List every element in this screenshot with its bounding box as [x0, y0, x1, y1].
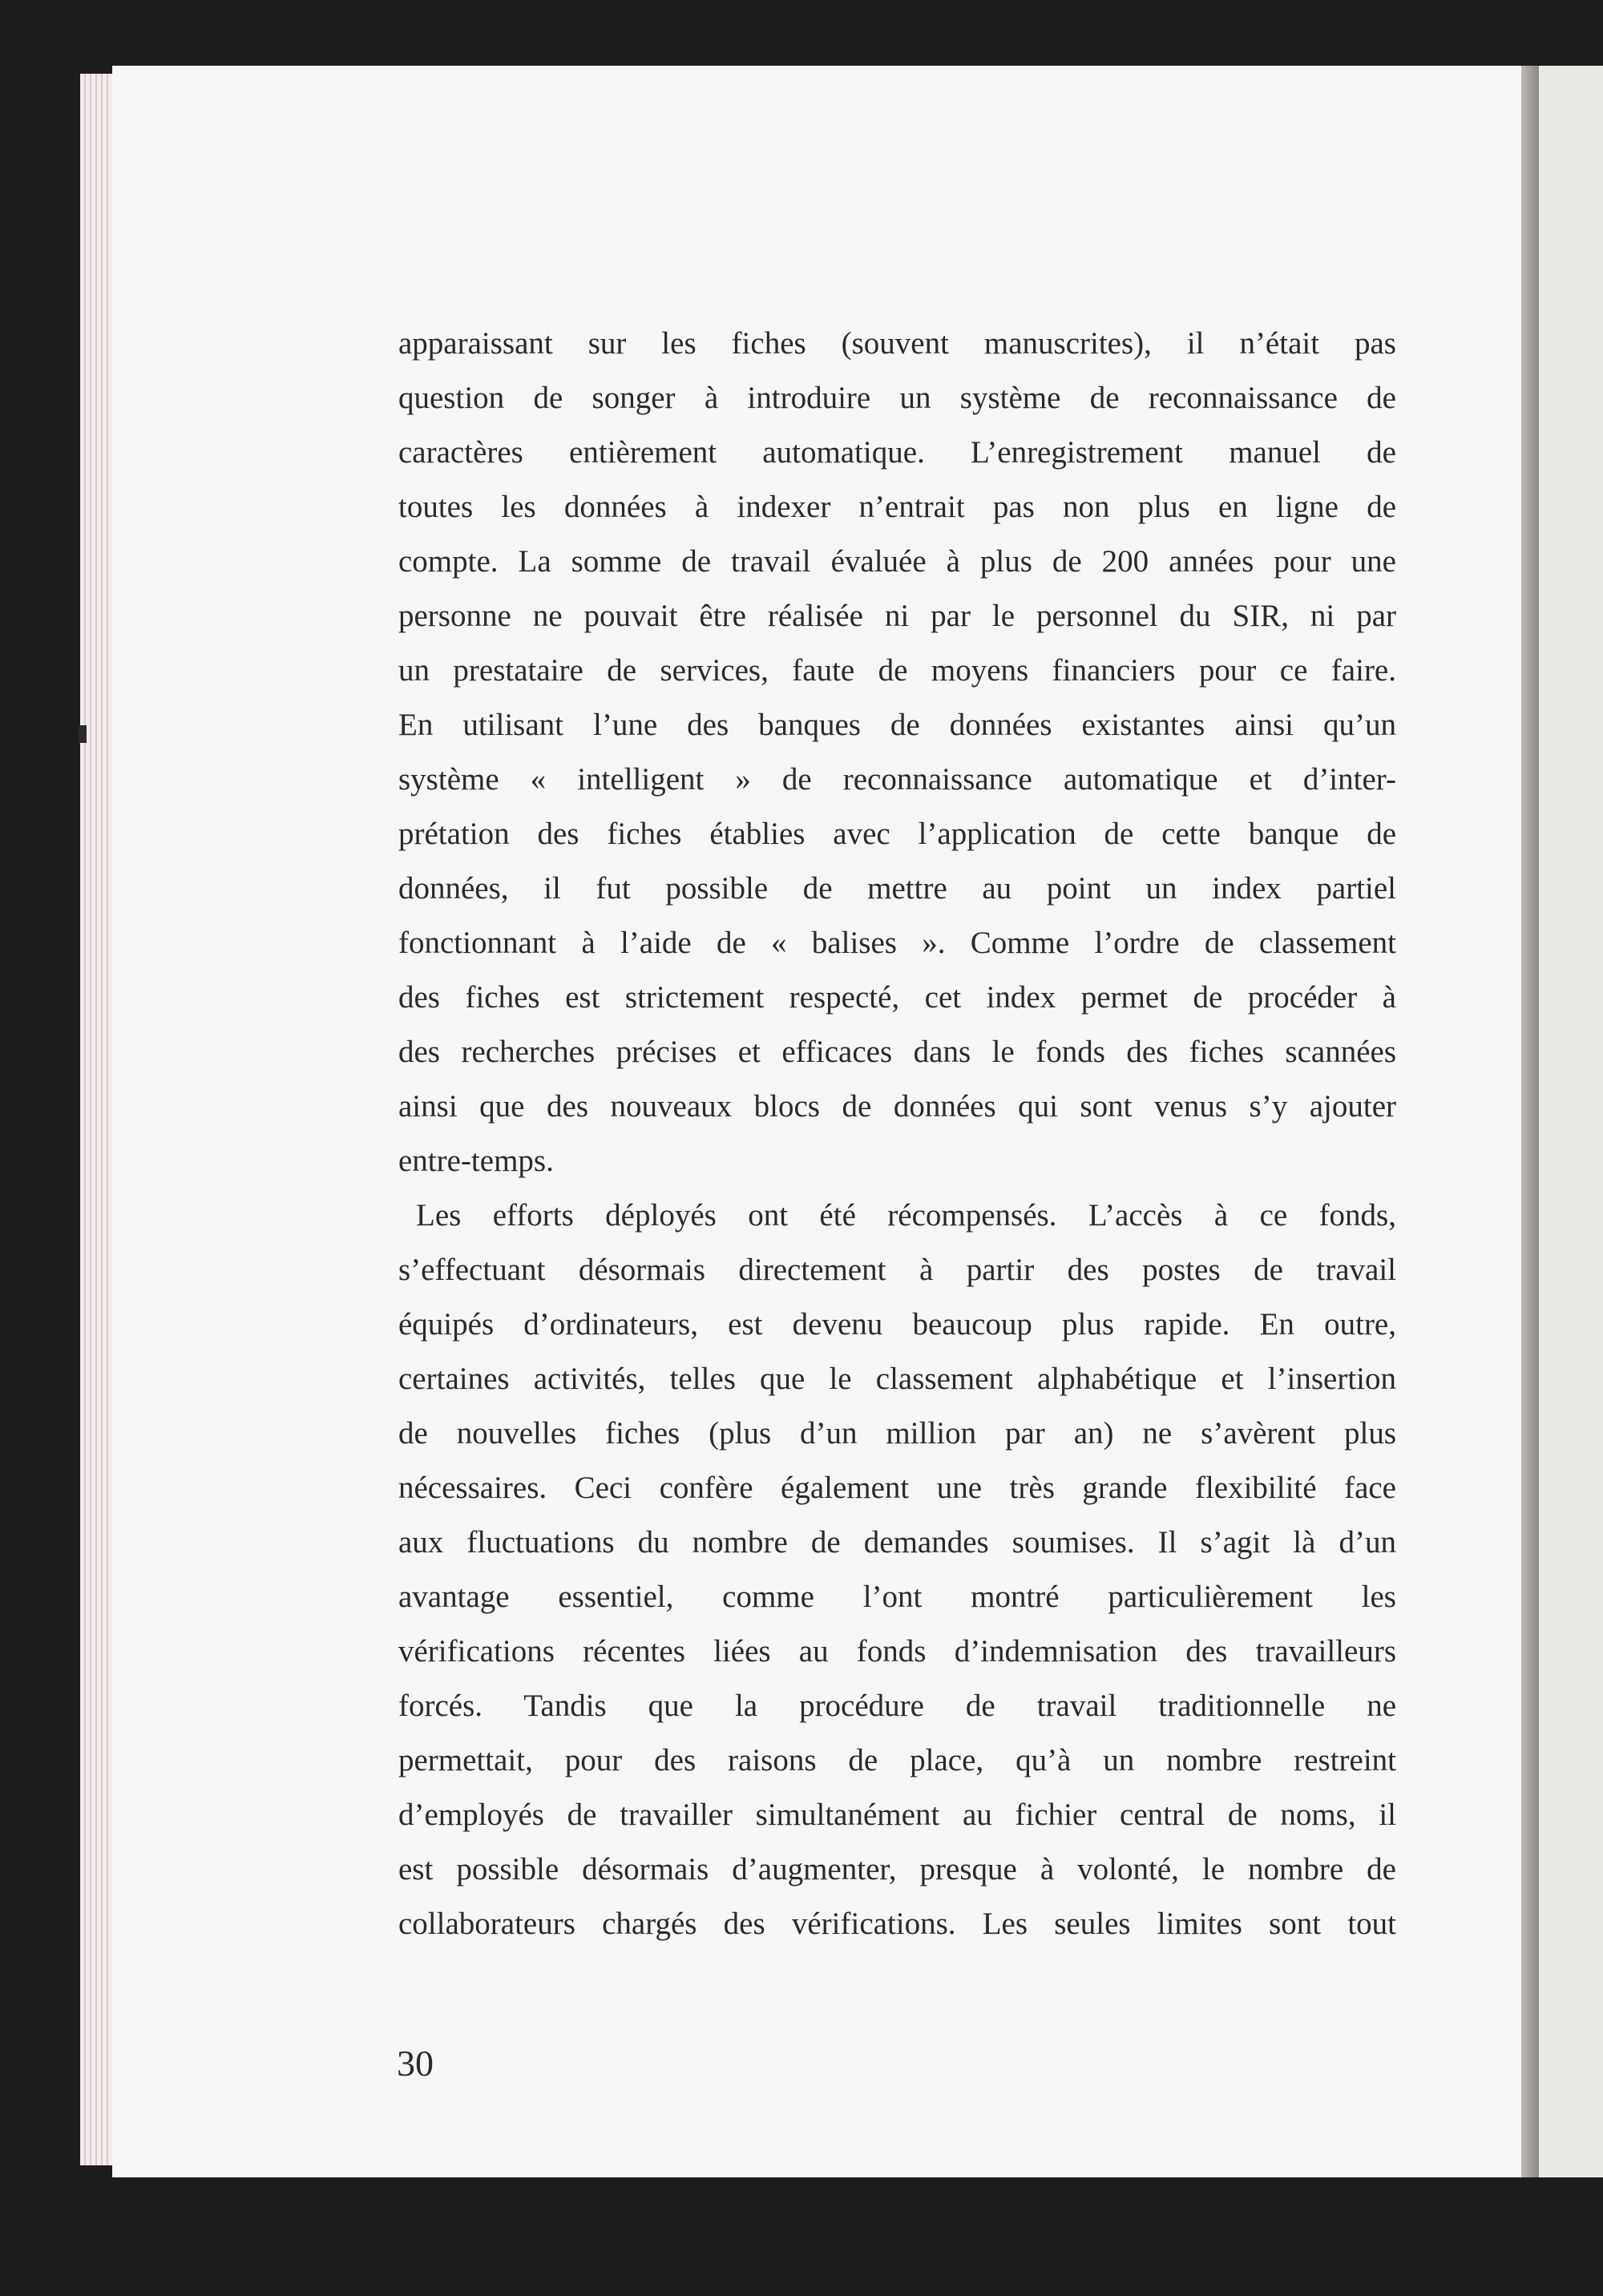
text-line: toutes les données à indexer n’entrait pas non plus en ligne de	[398, 490, 1396, 524]
text-line: apparaissant sur les fiches (souvent manuscrites), il n’était pas	[398, 326, 1396, 361]
text-line: compte. La somme de travail évaluée à plus de 200 années pour une	[398, 544, 1396, 579]
text-line: est possible désormais d’augmenter, presque à volonté, le nombre de	[398, 1852, 1396, 1886]
text-line: nécessaires. Ceci confère également une très grande flexibilité face	[398, 1471, 1396, 1505]
text-line: personne ne pouvait être réalisée ni par le personnel du SIR, ni par	[398, 599, 1396, 633]
text-line: collaborateurs chargés des vérifications. Les seules limites sont tout	[398, 1907, 1396, 1941]
text-line: de nouvelles fiches (plus d’un million par an) ne s’avèrent plus	[398, 1416, 1396, 1451]
text-line: certaines activités, telles que le classement alphabétique et l’insertion	[398, 1362, 1396, 1396]
binding-mark	[79, 725, 87, 743]
text-line: un prestataire de services, faute de moyens financiers pour ce faire.	[398, 653, 1396, 688]
page-number: 30	[397, 2043, 434, 2084]
gutter-shadow	[1521, 66, 1539, 2177]
text-line: aux fluctuations du nombre de demandes soumises. Il s’agit là d’un	[398, 1525, 1396, 1560]
text-line: des fiches est strictement respecté, cet index permet de procéder à	[398, 980, 1396, 1015]
text-line: avantage essentiel, comme l’ont montré particulièrement les	[398, 1580, 1396, 1614]
text-line: des recherches précises et efficaces dans le fonds des fiches scannées	[398, 1035, 1396, 1069]
text-line: fonctionnant à l’aide de « balises ». Comme l’ordre de classement	[398, 926, 1396, 960]
text-line: question de songer à introduire un système de reconnaissance de	[398, 381, 1396, 415]
text-line: d’employés de travailler simultanément au fichier central de noms, il	[398, 1798, 1396, 1832]
body-text	[398, 317, 1396, 1951]
facing-page-edge	[1539, 66, 1603, 2177]
text-line: s’effectuant désormais directement à partir des postes de travail	[398, 1253, 1396, 1287]
text-line: entre-temps.	[398, 1144, 554, 1178]
text-line: caractères entièrement automatique. L’enregistrement manuel de	[398, 435, 1396, 470]
text-line: permettait, pour des raisons de place, qu’à un nombre restreint	[398, 1743, 1396, 1777]
text-line: ainsi que des nouveaux blocs de données qui sont venus s’y ajouter	[398, 1089, 1396, 1124]
text-line: forcés. Tandis que la procédure de travail traditionnelle ne	[398, 1689, 1396, 1723]
text-line: système « intelligent » de reconnaissance automatique et d’inter-	[398, 762, 1396, 797]
text-line: prétation des fiches établies avec l’application de cette banque de	[398, 817, 1396, 851]
text-line: vérifications récentes liées au fonds d’indemnisation des travailleurs	[398, 1634, 1396, 1669]
text-line: données, il fut possible de mettre au point un index partiel	[398, 871, 1396, 906]
text-line: Les efforts déployés ont été récompensés. L’accès à ce fonds,	[416, 1198, 1396, 1233]
text-line: équipés d’ordinateurs, est devenu beaucoup plus rapide. En outre,	[398, 1307, 1396, 1342]
text-line: En utilisant l’une des banques de données existantes ainsi qu’un	[398, 708, 1396, 742]
